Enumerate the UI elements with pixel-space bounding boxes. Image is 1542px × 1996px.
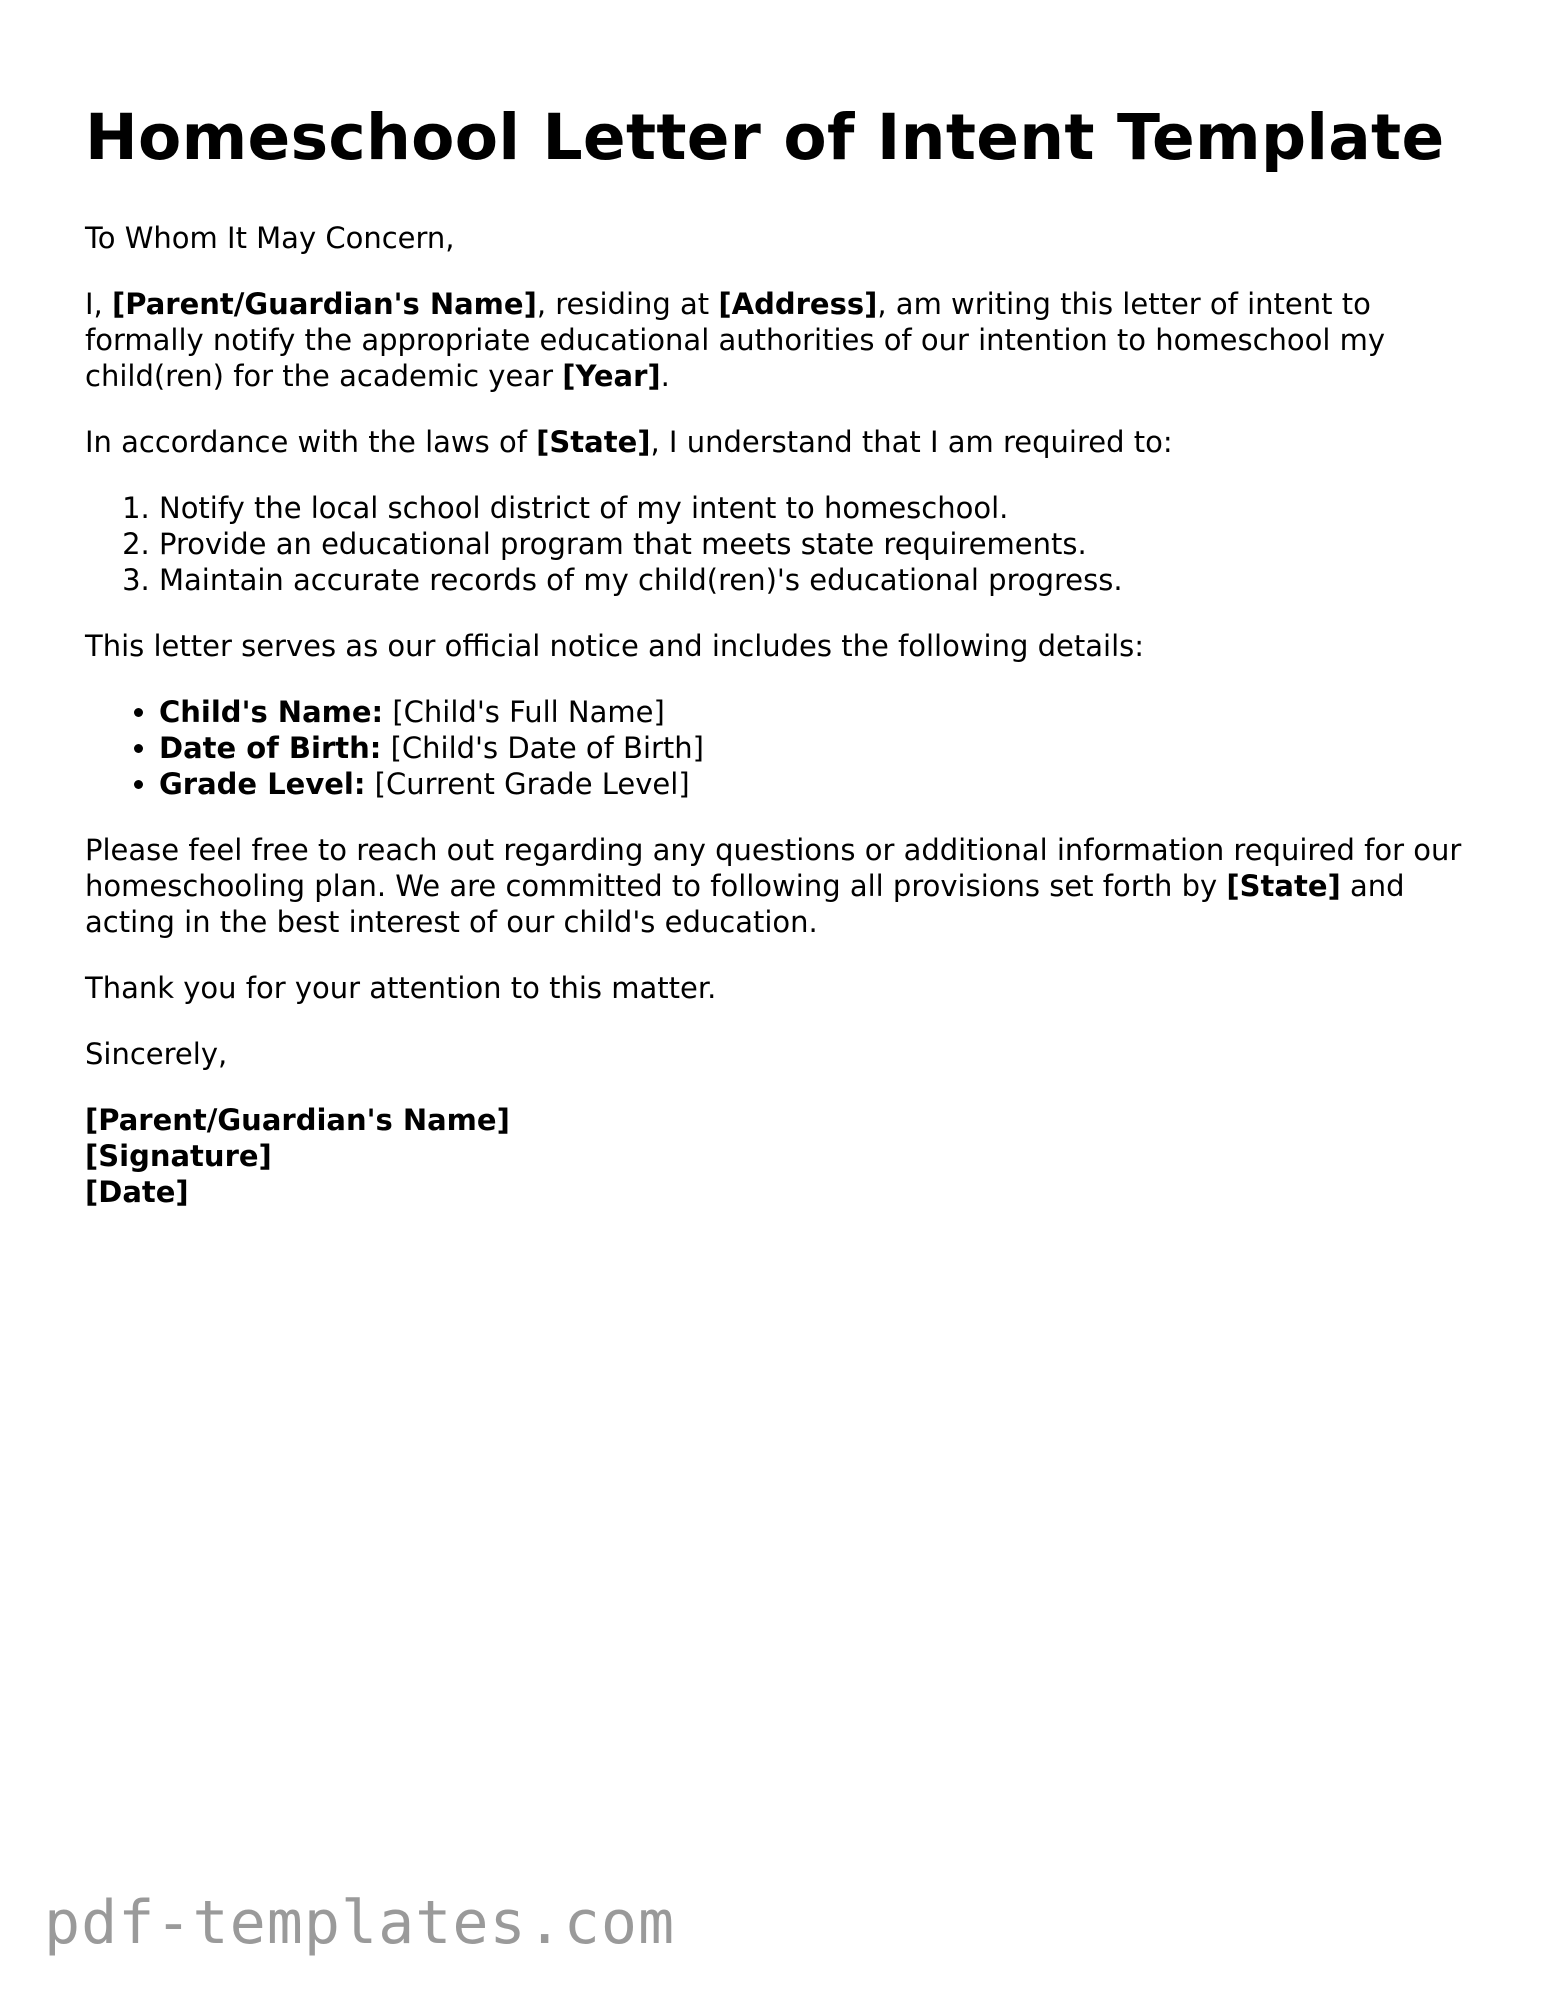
intro-text-1: I, (85, 287, 112, 321)
page-title: Homeschool Letter of Intent Template (85, 101, 1445, 174)
detail-value: [Child's Full Name] (383, 695, 665, 729)
parent-name-placeholder: [Parent/Guardian's Name] (112, 287, 537, 321)
details-intro: This letter serves as our official notice and includes the following details: (85, 629, 1145, 663)
closing-paragraph (85, 832, 1465, 940)
list-item: 2. Provide an educational program that meets state requirements. (159, 526, 1465, 562)
state-placeholder: [State] (1226, 869, 1341, 903)
list-item: 3. Maintain accurate records of my child(ren)'s educational progress. (159, 562, 1465, 598)
year-placeholder: [Year] (562, 359, 661, 393)
laws-text-2: , I understand that I am required to: (650, 425, 1173, 459)
detail-label: Child's Name: (159, 695, 384, 729)
laws-text-1: In accordance with the laws of (85, 425, 537, 459)
state-placeholder: [State] (536, 425, 651, 459)
intro-text-4: . (660, 359, 670, 393)
thanks-line: Thank you for your attention to this matter. (85, 971, 717, 1005)
salutation: To Whom It May Concern, (85, 221, 455, 255)
address-placeholder: [Address] (718, 287, 878, 321)
intro-text-2: , residing at (536, 287, 719, 321)
intro-paragraph (85, 286, 1465, 394)
closing-text-1: Please feel free to reach out regarding any questions or additional information required for our homeschooling plan. We are committed to following all provisions set forth by (85, 833, 1462, 903)
list-item (159, 694, 1465, 730)
closing-text-2: and acting in the best interest of our child's education. (85, 869, 1405, 939)
signature-name: [Parent/Guardian's Name] (85, 1103, 510, 1137)
detail-value: [Current Grade Level] (365, 767, 690, 801)
details-list (85, 694, 1465, 802)
list-item: 1. Notify the local school district of my intent to homeschool. (159, 490, 1465, 526)
list-item (159, 766, 1465, 802)
letter-page (85, 100, 1465, 1210)
signoff: Sincerely, (85, 1037, 228, 1071)
signature-date: [Date] (85, 1175, 189, 1209)
detail-value: [Child's Date of Birth] (381, 731, 704, 765)
list-item (159, 730, 1465, 766)
detail-label: Date of Birth: (159, 731, 382, 765)
detail-label: Grade Level: (159, 767, 366, 801)
signature-block (85, 1102, 1465, 1210)
watermark: pdf-templates.com (44, 1888, 676, 1958)
requirements-list (85, 490, 1465, 598)
laws-paragraph (85, 424, 1465, 460)
intro-text-3: , am writing this letter of intent to formally notify the appropriate educational authorities of our intention to homeschool my child(ren) for the academic year (85, 287, 1386, 393)
signature-sign: [Signature] (85, 1139, 272, 1173)
